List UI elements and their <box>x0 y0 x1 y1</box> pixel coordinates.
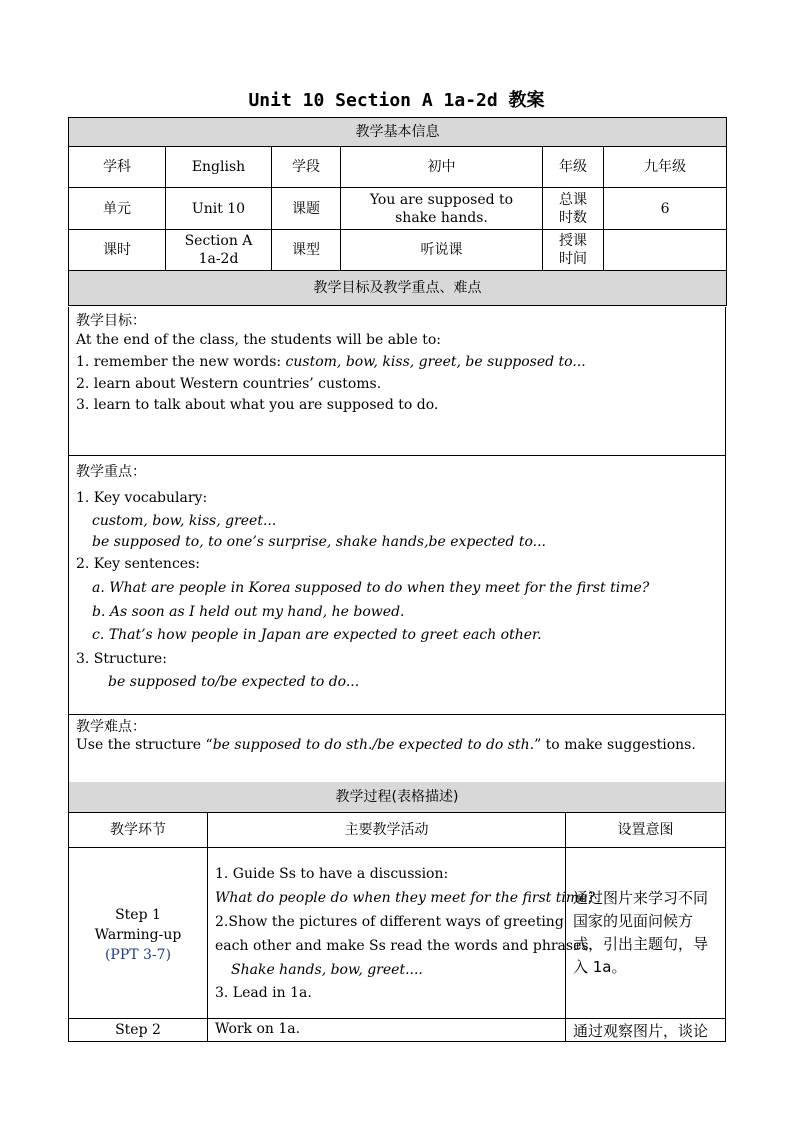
step1-activity-3: 2.Show the pictures of different ways of greeting <box>215 914 564 930</box>
goals-item-1-prefix: 1. remember the new words: <box>76 354 286 370</box>
goals-item-3: 3. learn to talk about what you are supposed to do. <box>76 397 439 413</box>
col-teaching-stage: 教学环节 <box>68 812 208 848</box>
period-value: Section A 1a-2d <box>166 230 272 271</box>
step2-activities-cell <box>207 1018 566 1042</box>
grade-value: 九年级 <box>604 147 727 188</box>
key-sentence-b: b. As soon as I held out my hand, he bowed. <box>92 604 405 620</box>
goals-item-1-words: custom, bow, kiss, greet, be supposed to... <box>285 354 586 370</box>
difficulty-text <box>76 737 696 753</box>
structure-value: be supposed to/be expected to do... <box>108 674 360 690</box>
teaching-time-label: 授课时间 <box>543 230 604 271</box>
step2-name: Step 2 <box>115 1022 161 1038</box>
type-label: 课型 <box>272 230 341 271</box>
key-vocab-words: custom, bow, kiss, greet... <box>92 513 277 529</box>
subject-value: English <box>166 147 272 188</box>
total-periods-value: 6 <box>604 188 727 230</box>
difficulty-structure: be supposed to do sth./be expected to do sth. <box>212 737 535 753</box>
stage-value: 初中 <box>341 147 543 188</box>
step1-activity-5: Shake hands, bow, greet.... <box>231 962 423 978</box>
difficulty-pre: Use the structure “ <box>76 737 213 753</box>
page-title: Unit 10 Section A 1a-2d 教案 <box>248 90 545 111</box>
teaching-time-value <box>604 230 727 271</box>
process-header: 教学过程(表格描述) <box>68 782 726 813</box>
key-sentence-a: a. What are people in Korea supposed to do when they meet for the first time? <box>92 580 650 596</box>
goals-item-2: 2. learn about Western countries’ customs. <box>76 376 382 392</box>
key-sentences-label: 2. Key sentences: <box>76 556 200 572</box>
stage-label: 学段 <box>272 147 341 188</box>
topic-label: 课题 <box>272 188 341 230</box>
step1-activities-cell <box>207 847 595 1019</box>
col-purpose: 设置意图 <box>565 812 726 848</box>
key-vocab-phrases: be supposed to, to one’s surprise, shake hands,be expected to... <box>92 534 546 550</box>
subject-label: 学科 <box>69 147 166 188</box>
step2-purpose-cell <box>565 1018 726 1042</box>
key-points-label: 教学重点： <box>76 464 146 480</box>
period-label: 课时 <box>69 230 166 271</box>
goals-label: 教学目标： <box>76 313 146 329</box>
step2-purpose: 通过观察图片，谈论 <box>573 1022 709 1040</box>
goals-header: 教学目标及教学重点、难点 <box>69 271 727 306</box>
step1-activity-4: each other and make Ss read the words and phrases. <box>215 938 593 954</box>
step2-activity-1: Work on 1a. <box>215 1021 301 1037</box>
step1-name: Step 1 <box>115 907 161 923</box>
basic-info-table <box>68 117 727 306</box>
unit-label: 单元 <box>69 188 166 230</box>
key-points-section <box>68 455 726 715</box>
step1-stage-cell <box>68 847 208 1019</box>
step1-purpose-cell <box>565 847 726 1019</box>
step2-stage-cell <box>68 1018 208 1042</box>
step1-activity-6: 3. Lead in 1a. <box>215 985 312 1001</box>
topic-value: You are supposed to shake hands. <box>341 188 543 230</box>
step1-activity-1: 1. Guide Ss to have a discussion: <box>215 866 449 882</box>
type-value: 听说课 <box>341 230 543 271</box>
difficulty-post: ” to make suggestions. <box>534 737 696 753</box>
goals-intro: At the end of the class, the students will be able to: <box>76 332 441 348</box>
key-vocab-label: 1. Key vocabulary: <box>76 490 208 506</box>
grade-label: 年级 <box>543 147 604 188</box>
step1-sub: Warming-up <box>94 927 182 943</box>
step1-purpose: 通过图片来学习不同国家的见面问候方式，引出主题句，导入 1a。 <box>573 889 709 976</box>
goals-item-1 <box>76 354 586 370</box>
structure-label: 3. Structure: <box>76 651 167 667</box>
basic-info-header: 教学基本信息 <box>69 118 727 147</box>
goals-section <box>68 307 726 456</box>
col-main-activities: 主要教学活动 <box>207 812 566 848</box>
total-periods-label: 总课时数 <box>543 188 604 230</box>
step1-ppt: (PPT 3-7) <box>104 947 172 963</box>
difficulty-section <box>68 714 726 783</box>
unit-value: Unit 10 <box>166 188 272 230</box>
key-sentence-c: c. That’s how people in Japan are expected to greet each other. <box>92 627 542 643</box>
step1-activity-2: What do people do when they meet for the first time? <box>215 890 595 906</box>
difficulty-label: 教学难点： <box>76 719 146 735</box>
